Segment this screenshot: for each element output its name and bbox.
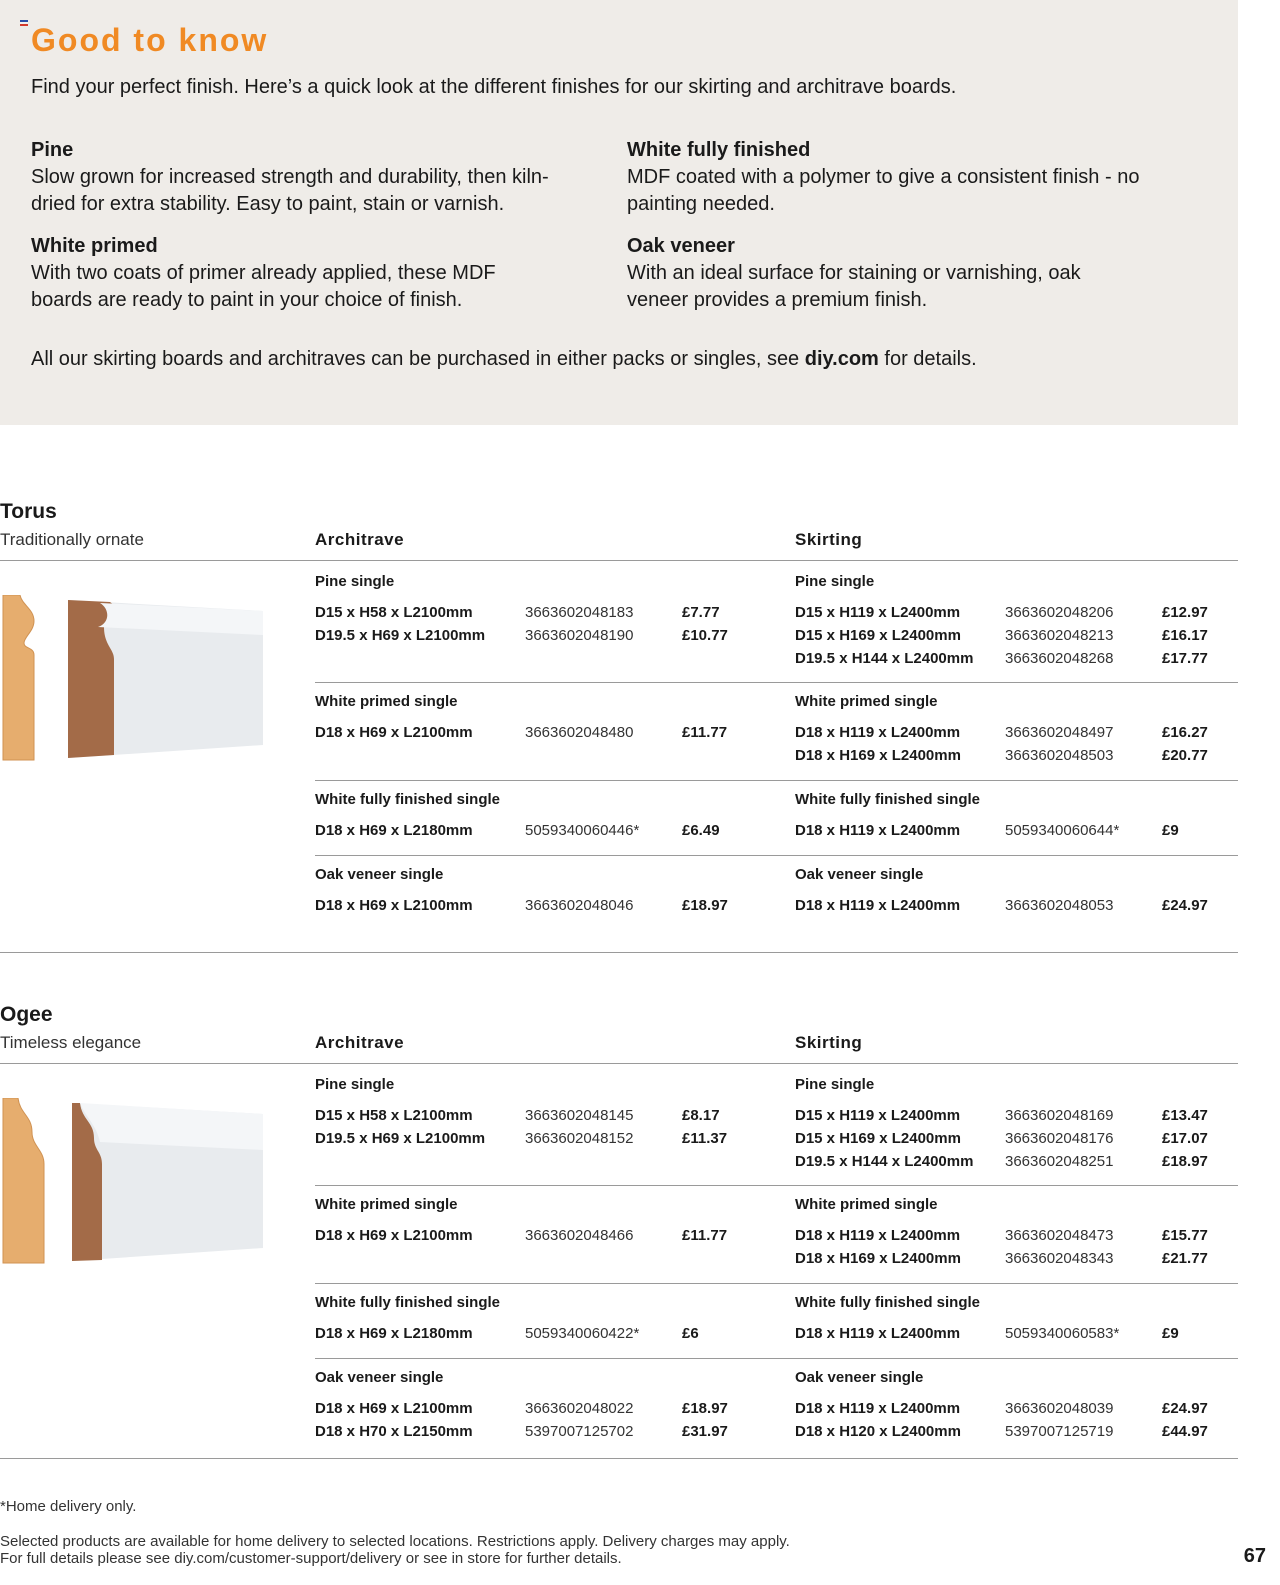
page-number: 67 <box>1243 1545 1266 1567</box>
product-price: £11.77 <box>682 1227 728 1244</box>
product-row <box>795 721 1265 744</box>
product-price: £18.97 <box>682 897 728 914</box>
product-price: £6.49 <box>682 822 720 839</box>
product-dimensions: D18 x H169 x L2400mm <box>795 747 961 764</box>
product-dimensions: D18 x H169 x L2400mm <box>795 1250 961 1267</box>
product-code: 3663602048206 <box>1005 604 1114 621</box>
product-code: 3663602048190 <box>525 627 634 644</box>
product-price: £13.47 <box>1162 1107 1208 1124</box>
product-code: 3663602048343 <box>1005 1250 1114 1267</box>
product-code: 3663602048473 <box>1005 1227 1114 1244</box>
product-code: 3663602048169 <box>1005 1107 1114 1124</box>
flag-icon <box>20 20 28 26</box>
finish-pine <box>31 137 591 218</box>
group-name: White primed single <box>315 693 458 710</box>
column-header-architrave: Architrave <box>315 530 405 549</box>
product-dimensions: D18 x H119 x L2400mm <box>795 897 961 914</box>
architrave-group <box>315 1073 785 1150</box>
product-row <box>315 1322 785 1345</box>
group-name: White fully finished single <box>795 1294 981 1311</box>
delivery-info-line-2: For full details please see diy.com/customer-support/delivery or see in store for further details. <box>0 1550 622 1567</box>
product-row <box>795 647 1265 670</box>
group-divider <box>315 1358 1238 1359</box>
section-bottom-divider <box>0 952 1238 953</box>
finish-title: Oak veneer <box>627 235 735 257</box>
product-dimensions: D18 x H69 x L2100mm <box>315 1400 473 1417</box>
group-name: Pine single <box>315 1076 395 1093</box>
product-row <box>795 819 1265 842</box>
column-header-skirting: Skirting <box>795 1033 863 1052</box>
product-dimensions: D15 x H169 x L2400mm <box>795 1130 961 1147</box>
product-price: £21.77 <box>1162 1250 1208 1267</box>
product-dimensions: D15 x H119 x L2400mm <box>795 1107 961 1124</box>
architrave-group <box>315 690 785 744</box>
product-dimensions: D18 x H119 x L2400mm <box>795 1325 961 1342</box>
product-price: £15.77 <box>1162 1227 1208 1244</box>
product-row <box>795 1322 1265 1345</box>
product-price: £18.97 <box>682 1400 728 1417</box>
architrave-group <box>315 570 785 647</box>
product-dimensions: D18 x H119 x L2400mm <box>795 1227 961 1244</box>
product-row <box>315 1420 785 1443</box>
section-tagline: Traditionally ornate <box>0 530 144 549</box>
product-code: 3663602048213 <box>1005 627 1114 644</box>
product-dimensions: D18 x H70 x L2150mm <box>315 1423 473 1440</box>
group-divider <box>315 1283 1238 1284</box>
product-code: 3663602048039 <box>1005 1400 1114 1417</box>
product-code: 3663602048503 <box>1005 747 1114 764</box>
product-dimensions: D15 x H58 x L2100mm <box>315 604 473 621</box>
product-dimensions: D18 x H69 x L2180mm <box>315 822 473 839</box>
finish-white-fully-finished <box>627 137 1167 218</box>
product-price: £12.97 <box>1162 604 1208 621</box>
product-price: £24.97 <box>1162 1400 1208 1417</box>
product-row <box>795 744 1265 767</box>
product-price: £6 <box>682 1325 699 1342</box>
skirting-group <box>795 1291 1265 1345</box>
product-dimensions: D18 x H120 x L2400mm <box>795 1423 961 1440</box>
product-price: £44.97 <box>1162 1423 1208 1440</box>
section-divider <box>0 560 1238 561</box>
skirting-group <box>795 788 1265 842</box>
profile-image <box>0 595 270 765</box>
good-to-know-panel <box>0 0 1238 425</box>
purchase-note: All our skirting boards and architraves can be purchased in either packs or singles, see diy.com for details. <box>31 348 977 370</box>
product-price: £11.37 <box>682 1130 728 1147</box>
architrave-group <box>315 1366 785 1443</box>
product-price: £18.97 <box>1162 1153 1208 1170</box>
product-row <box>795 1150 1265 1173</box>
group-divider <box>315 682 1238 683</box>
product-price: £11.77 <box>682 724 728 741</box>
product-row <box>795 624 1265 647</box>
profile-image <box>0 1098 270 1268</box>
product-row <box>795 1397 1265 1420</box>
section-ogee <box>0 1003 1238 1459</box>
architrave-group <box>315 1193 785 1247</box>
finish-title: White primed <box>31 235 158 257</box>
product-code: 3663602048497 <box>1005 724 1114 741</box>
product-row <box>795 601 1265 624</box>
group-name: White primed single <box>795 1196 938 1213</box>
intro-lead: Find your perfect finish. Here’s a quick look at the different finishes for our skirting and architrave boards. <box>31 76 957 98</box>
finish-white-primed <box>31 233 561 314</box>
product-code: 3663602048046 <box>525 897 634 914</box>
skirting-group <box>795 570 1265 670</box>
finish-oak-veneer <box>627 233 1147 314</box>
product-row <box>315 1397 785 1420</box>
product-row <box>315 601 785 624</box>
product-row <box>315 624 785 647</box>
product-row <box>315 894 785 917</box>
product-code: 5059340060446* <box>525 822 640 839</box>
product-row <box>315 819 785 842</box>
product-code: 3663602048466 <box>525 1227 634 1244</box>
architrave-group <box>315 1291 785 1345</box>
section-title: Good to know <box>31 22 269 58</box>
product-code: 3663602048152 <box>525 1130 634 1147</box>
column-header-architrave: Architrave <box>315 1033 405 1052</box>
product-code: 5059340060422* <box>525 1325 640 1342</box>
product-dimensions: D18 x H119 x L2400mm <box>795 1400 961 1417</box>
product-code: 3663602048145 <box>525 1107 634 1124</box>
skirting-group <box>795 1193 1265 1270</box>
product-code: 5059340060644* <box>1005 822 1120 839</box>
product-row <box>795 1247 1265 1270</box>
product-dimensions: D15 x H119 x L2400mm <box>795 604 961 621</box>
skirting-group <box>795 1073 1265 1173</box>
product-row <box>315 1104 785 1127</box>
section-tagline: Timeless elegance <box>0 1033 142 1052</box>
finish-text: With an ideal surface for staining or varnishing, oak veneer provides a premium finish. <box>627 262 1081 311</box>
product-code: 5059340060583* <box>1005 1325 1120 1342</box>
group-divider <box>315 780 1238 781</box>
group-divider <box>315 855 1238 856</box>
product-dimensions: D15 x H58 x L2100mm <box>315 1107 473 1124</box>
product-code: 3663602048022 <box>525 1400 634 1417</box>
product-row <box>795 1127 1265 1150</box>
product-price: £16.27 <box>1162 724 1208 741</box>
group-name: Pine single <box>315 573 395 590</box>
product-dimensions: D19.5 x H69 x L2100mm <box>315 1130 486 1147</box>
product-row <box>795 894 1265 917</box>
product-row <box>315 721 785 744</box>
finish-title: White fully finished <box>627 139 811 161</box>
product-price: £17.77 <box>1162 650 1208 667</box>
finish-text: With two coats of primer already applied, these MDF boards are ready to paint in your choice of finish. <box>31 262 496 311</box>
product-code: 3663602048251 <box>1005 1153 1114 1170</box>
skirting-group <box>795 863 1265 917</box>
product-price: £9 <box>1162 822 1179 839</box>
finish-title: Pine <box>31 139 74 161</box>
product-dimensions: D18 x H69 x L2100mm <box>315 897 473 914</box>
product-price: £31.97 <box>682 1423 728 1440</box>
group-name: Pine single <box>795 1076 875 1093</box>
product-row <box>315 1224 785 1247</box>
group-name: Pine single <box>795 573 875 590</box>
product-dimensions: D19.5 x H144 x L2400mm <box>795 1153 974 1170</box>
skirting-group <box>795 690 1265 767</box>
product-price: £17.07 <box>1162 1130 1208 1147</box>
group-name: White primed single <box>315 1196 458 1213</box>
product-code: 3663602048053 <box>1005 897 1114 914</box>
product-code: 3663602048176 <box>1005 1130 1114 1147</box>
finish-text: Slow grown for increased strength and durability, then kiln-dried for extra stability. Easy to paint, stain or varnish. <box>31 166 549 215</box>
product-price: £9 <box>1162 1325 1179 1342</box>
home-delivery-note: *Home delivery only. <box>0 1498 137 1515</box>
architrave-group <box>315 863 785 917</box>
section-torus <box>0 500 1238 953</box>
product-price: £16.17 <box>1162 627 1208 644</box>
product-row <box>315 1127 785 1150</box>
product-price: £8.17 <box>682 1107 720 1124</box>
group-name: Oak veneer single <box>795 1369 924 1386</box>
product-dimensions: D18 x H69 x L2180mm <box>315 1325 473 1342</box>
architrave-group <box>315 788 785 842</box>
product-code: 5397007125702 <box>525 1423 634 1440</box>
product-dimensions: D18 x H69 x L2100mm <box>315 1227 473 1244</box>
product-code: 3663602048268 <box>1005 650 1114 667</box>
product-dimensions: D15 x H169 x L2400mm <box>795 627 961 644</box>
product-code: 3663602048480 <box>525 724 634 741</box>
group-name: White fully finished single <box>315 1294 501 1311</box>
product-price: £24.97 <box>1162 897 1208 914</box>
product-row <box>795 1420 1265 1443</box>
product-dimensions: D18 x H119 x L2400mm <box>795 822 961 839</box>
product-dimensions: D19.5 x H144 x L2400mm <box>795 650 974 667</box>
group-name: White fully finished single <box>315 791 501 808</box>
group-name: White primed single <box>795 693 938 710</box>
section-name: Torus <box>0 500 57 523</box>
product-code: 3663602048183 <box>525 604 634 621</box>
delivery-info-line-1: Selected products are available for home delivery to selected locations. Restrictions apply. Delivery charges may apply. <box>0 1533 790 1550</box>
product-row <box>795 1104 1265 1127</box>
group-name: White fully finished single <box>795 791 981 808</box>
product-row <box>795 1224 1265 1247</box>
finish-text: MDF coated with a polymer to give a consistent finish - no painting needed. <box>627 166 1140 215</box>
group-name: Oak veneer single <box>795 866 924 883</box>
group-divider <box>315 1185 1238 1186</box>
product-dimensions: D18 x H69 x L2100mm <box>315 724 473 741</box>
section-bottom-divider <box>0 1458 1238 1459</box>
group-name: Oak veneer single <box>315 866 444 883</box>
product-price: £10.77 <box>682 627 728 644</box>
product-dimensions: D19.5 x H69 x L2100mm <box>315 627 486 644</box>
site-link[interactable]: diy.com <box>804 348 879 370</box>
section-divider <box>0 1063 1238 1064</box>
product-dimensions: D18 x H119 x L2400mm <box>795 724 961 741</box>
skirting-group <box>795 1366 1265 1443</box>
section-name: Ogee <box>0 1003 53 1026</box>
column-header-skirting: Skirting <box>795 530 863 549</box>
product-code: 5397007125719 <box>1005 1423 1114 1440</box>
product-price: £20.77 <box>1162 747 1208 764</box>
group-name: Oak veneer single <box>315 1369 444 1386</box>
product-price: £7.77 <box>682 604 720 621</box>
